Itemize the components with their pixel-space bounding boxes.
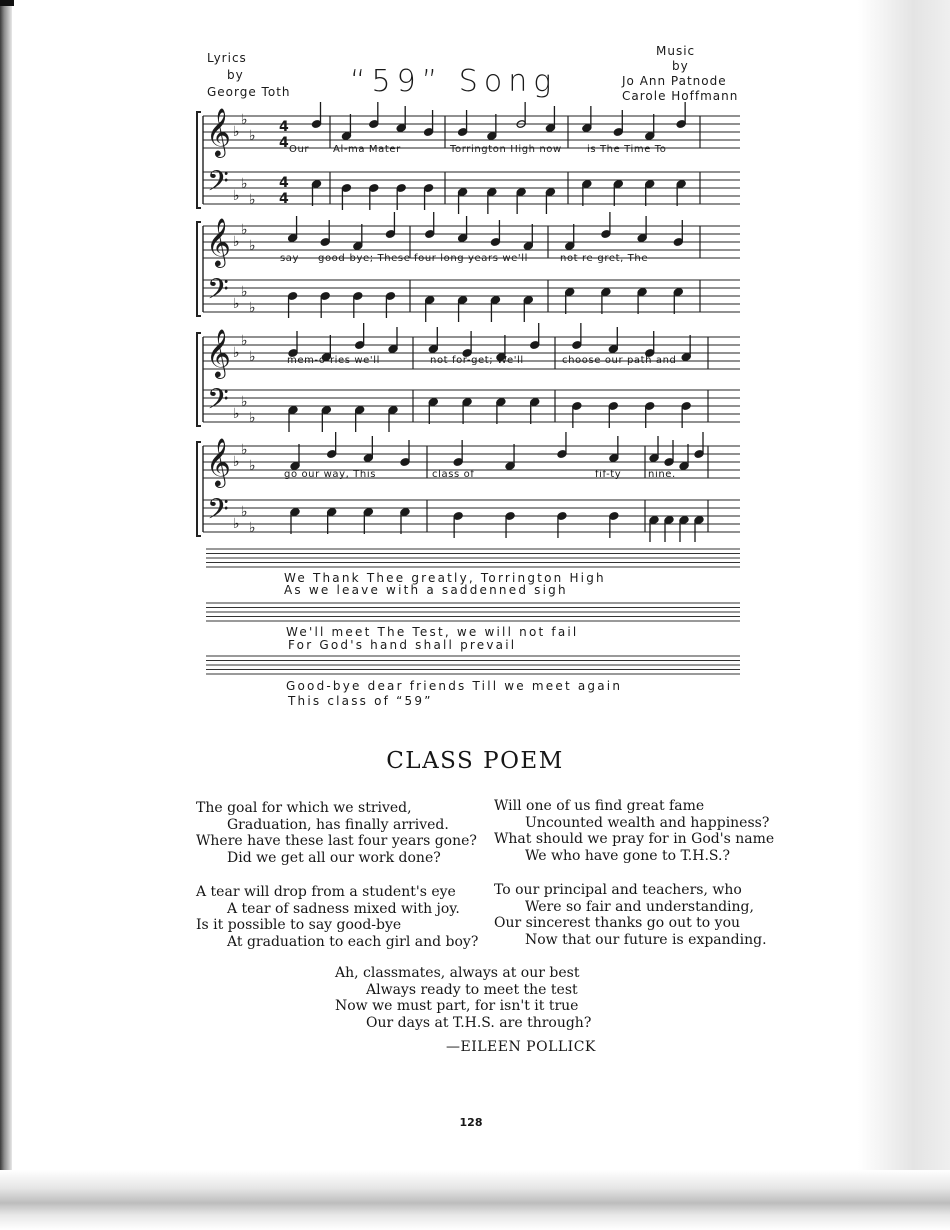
poem-stanza xyxy=(196,884,478,950)
poem-line: A tear of sadness mixed with joy. xyxy=(227,900,460,917)
time-signature-top: 4 xyxy=(279,175,289,191)
poem-line: Our sincerest thanks go out to you xyxy=(494,915,741,931)
poem-line: Always ready to meet the test xyxy=(366,981,578,998)
flat-icon: ♭ xyxy=(241,442,248,458)
flat-icon: ♭ xyxy=(233,406,240,422)
flat-icon: ♭ xyxy=(241,504,248,520)
bass-clef-icon: 𝄢 xyxy=(207,273,229,313)
flat-icon: ♭ xyxy=(241,176,248,192)
system-bracket xyxy=(197,222,201,316)
flat-icon: ♭ xyxy=(249,458,256,474)
system-bracket xyxy=(197,333,201,426)
poem-title: CLASS POEM xyxy=(386,748,564,774)
treble-clef-icon: 𝄞 xyxy=(206,328,231,377)
bass-clef-icon: 𝄢 xyxy=(207,383,229,423)
flat-icon: ♭ xyxy=(233,296,240,312)
flat-icon: ♭ xyxy=(249,192,256,208)
poem-line: We who have gone to T.H.S.? xyxy=(525,847,730,864)
lyrics-credit-label: Lyrics xyxy=(207,51,247,65)
flat-icon: ♭ xyxy=(249,300,256,316)
poem-line: To our principal and teachers, who xyxy=(494,882,742,898)
page-edge-bottom xyxy=(0,1170,950,1230)
flat-icon: ♭ xyxy=(249,520,256,536)
poem-line: Where have these last four years gone? xyxy=(196,833,477,849)
song-title: “59” Song xyxy=(350,64,558,99)
system-bracket xyxy=(197,112,201,208)
lyric-syllables: class of xyxy=(432,469,475,480)
lyric-syllables: Al-ma Mater xyxy=(333,144,401,155)
poem-line: A tear will drop from a student's eye xyxy=(196,884,456,900)
verse-line: As we leave with a saddenned sigh xyxy=(284,583,568,597)
flat-icon: ♭ xyxy=(249,238,256,254)
music-credit-label: Music xyxy=(656,44,696,58)
poem-line: Is it possible to say good-bye xyxy=(196,917,402,933)
poem-line: Now we must part, for isn't it true xyxy=(335,998,579,1014)
flat-icon: ♭ xyxy=(241,333,248,349)
lyric-syllables: nine. xyxy=(648,469,676,480)
flat-icon: ♭ xyxy=(241,222,248,238)
flat-icon: ♭ xyxy=(249,349,256,365)
poem-line: Graduation, has finally arrived. xyxy=(227,816,449,833)
poem-stanza xyxy=(494,798,774,864)
flat-icon: ♭ xyxy=(233,345,240,361)
poem-line: Our days at T.H.S. are through? xyxy=(366,1014,592,1031)
poem-line: What should we pray for in God's name xyxy=(494,831,775,847)
bass-clef-icon: 𝄢 xyxy=(207,493,229,533)
system-bracket xyxy=(197,442,201,536)
poem-line: Ah, classmates, always at our best xyxy=(335,965,580,981)
treble-clef-icon: 𝄞 xyxy=(206,107,231,156)
poem-line: At graduation to each girl and boy? xyxy=(227,933,479,950)
poem-line: Uncounted wealth and happiness? xyxy=(525,814,770,831)
lyric-syllables: good-bye; These xyxy=(318,253,411,264)
flat-icon: ♭ xyxy=(241,284,248,300)
lyric-syllables: choose our path and xyxy=(562,355,677,366)
lyrics-credit-author: George Toth xyxy=(207,85,291,99)
flat-icon: ♭ xyxy=(233,234,240,250)
lyric-syllables: four long years we'll xyxy=(414,253,528,264)
flat-icon: ♭ xyxy=(233,188,240,204)
flat-icon: ♭ xyxy=(241,394,248,410)
lyric-syllables: mem-o-ries we'll xyxy=(287,355,381,366)
lyric-syllables: Torrington High now xyxy=(450,144,562,155)
lyric-syllables: go our way, This xyxy=(284,469,377,480)
lyric-syllables: not for-get; We'll xyxy=(430,355,524,366)
lyric-syllables: say xyxy=(280,253,300,264)
poem-stanza xyxy=(196,800,477,866)
flat-icon: ♭ xyxy=(249,128,256,144)
lyric-syllables: Our xyxy=(289,144,310,155)
lyric-syllables: not re-gret, The xyxy=(560,253,649,264)
lyric-syllables: is The Time To xyxy=(587,144,667,155)
music-credit-composer-2: Carole Hoffmann xyxy=(622,89,739,103)
poem-line: The goal for which we strived, xyxy=(196,800,412,816)
poem-line: Will one of us find great fame xyxy=(494,798,705,814)
poem-stanza xyxy=(494,882,767,948)
flat-icon: ♭ xyxy=(249,410,256,426)
time-signature-bottom: 4 xyxy=(279,135,289,151)
poem-stanza xyxy=(335,965,591,1031)
treble-clef-icon: 𝄞 xyxy=(206,437,231,486)
verse-line: We Thank Thee greatly, Torrington High xyxy=(284,571,606,585)
flat-icon: ♭ xyxy=(233,516,240,532)
time-signature-top: 4 xyxy=(279,119,289,135)
time-signature-bottom: 4 xyxy=(279,191,289,207)
flat-icon: ♭ xyxy=(241,112,248,128)
verse-line: We'll meet The Test, we will not fail xyxy=(286,625,579,639)
verse-line: For God's hand shall prevail xyxy=(288,638,517,652)
music-credit-composer-1: Jo Ann Patnode xyxy=(622,74,727,88)
lyric-syllables: fif-ty xyxy=(595,469,622,480)
treble-clef-icon: 𝄞 xyxy=(206,217,231,266)
verse-line: This class of “59” xyxy=(288,694,433,708)
flat-icon: ♭ xyxy=(233,124,240,140)
bass-clef-icon: 𝄢 xyxy=(207,165,229,205)
flat-icon: ♭ xyxy=(233,454,240,470)
music-credit-by: by xyxy=(672,59,689,73)
poem-line: Did we get all our work done? xyxy=(227,849,441,866)
poem-line: Now that our future is expanding. xyxy=(525,931,767,948)
page-number: 128 xyxy=(459,1116,483,1129)
lyrics-credit-by: by xyxy=(227,68,244,82)
poem-author: —EILEEN POLLICK xyxy=(446,1039,596,1055)
verse-line: Good-bye dear friends Till we meet again xyxy=(286,679,623,693)
poem-line: Were so fair and understanding, xyxy=(525,898,754,915)
